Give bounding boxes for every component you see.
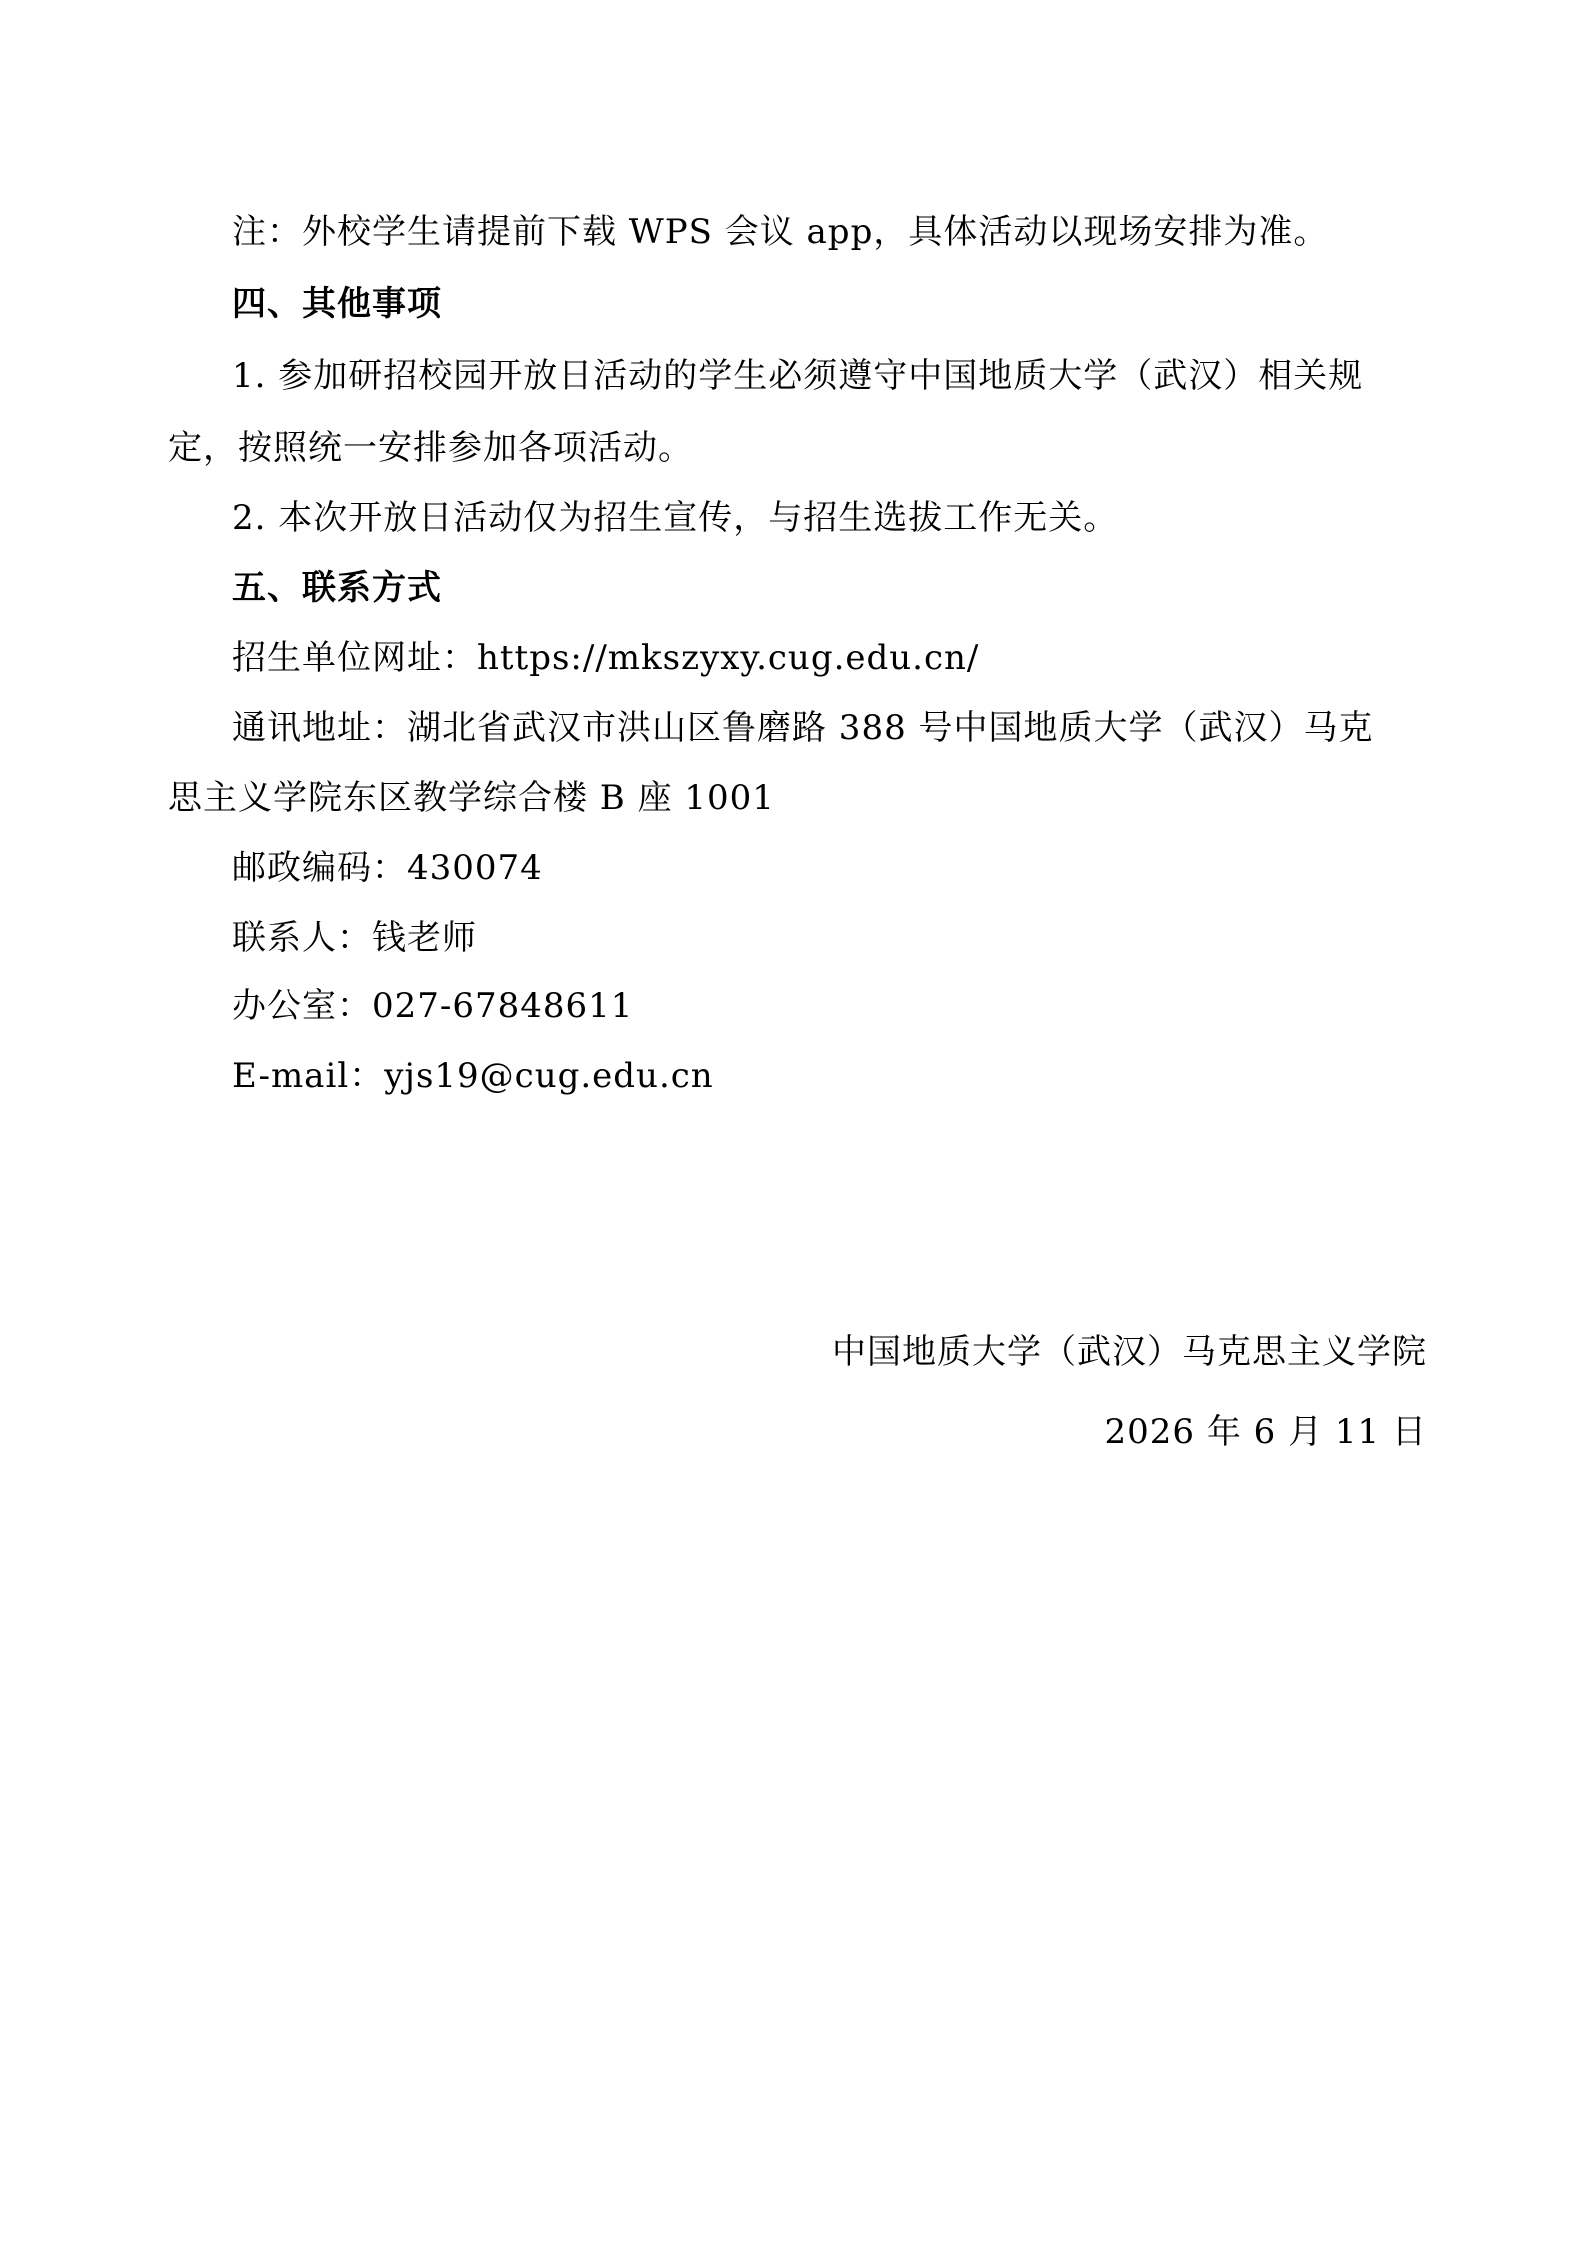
signature-organization: 中国地质大学（武汉）马克思主义学院: [832, 1332, 1427, 1372]
office-phone-line: 办公室：027-67848611: [232, 986, 634, 1026]
section-4-item-1-line-2: 定，按照统一安排参加各项活动。: [168, 428, 693, 468]
website-line: 招生单位网址：https://mkszyxy.cug.edu.cn/: [232, 638, 980, 678]
email-line: E-mail：yjs19@cug.edu.cn: [232, 1056, 714, 1096]
note-text: 注：外校学生请提前下载 WPS 会议 app，具体活动以现场安排为准。: [232, 212, 1329, 252]
section-4-item-1-line-1: 1. 参加研招校园开放日活动的学生必须遵守中国地质大学（武汉）相关规: [232, 356, 1364, 396]
postcode-line: 邮政编码：430074: [232, 848, 543, 888]
contact-person-line: 联系人：钱老师: [232, 918, 477, 958]
address-line-1: 通讯地址：湖北省武汉市洪山区鲁磨路 388 号中国地质大学（武汉）马克: [232, 708, 1374, 748]
section-4-heading: 四、其他事项: [232, 284, 442, 324]
section-4-item-2: 2. 本次开放日活动仅为招生宣传，与招生选拔工作无关。: [232, 498, 1119, 538]
section-5-heading: 五、联系方式: [232, 568, 442, 608]
signature-date: 2026 年 6 月 11 日: [1104, 1412, 1427, 1452]
address-line-2: 思主义学院东区教学综合楼 B 座 1001: [168, 778, 775, 818]
